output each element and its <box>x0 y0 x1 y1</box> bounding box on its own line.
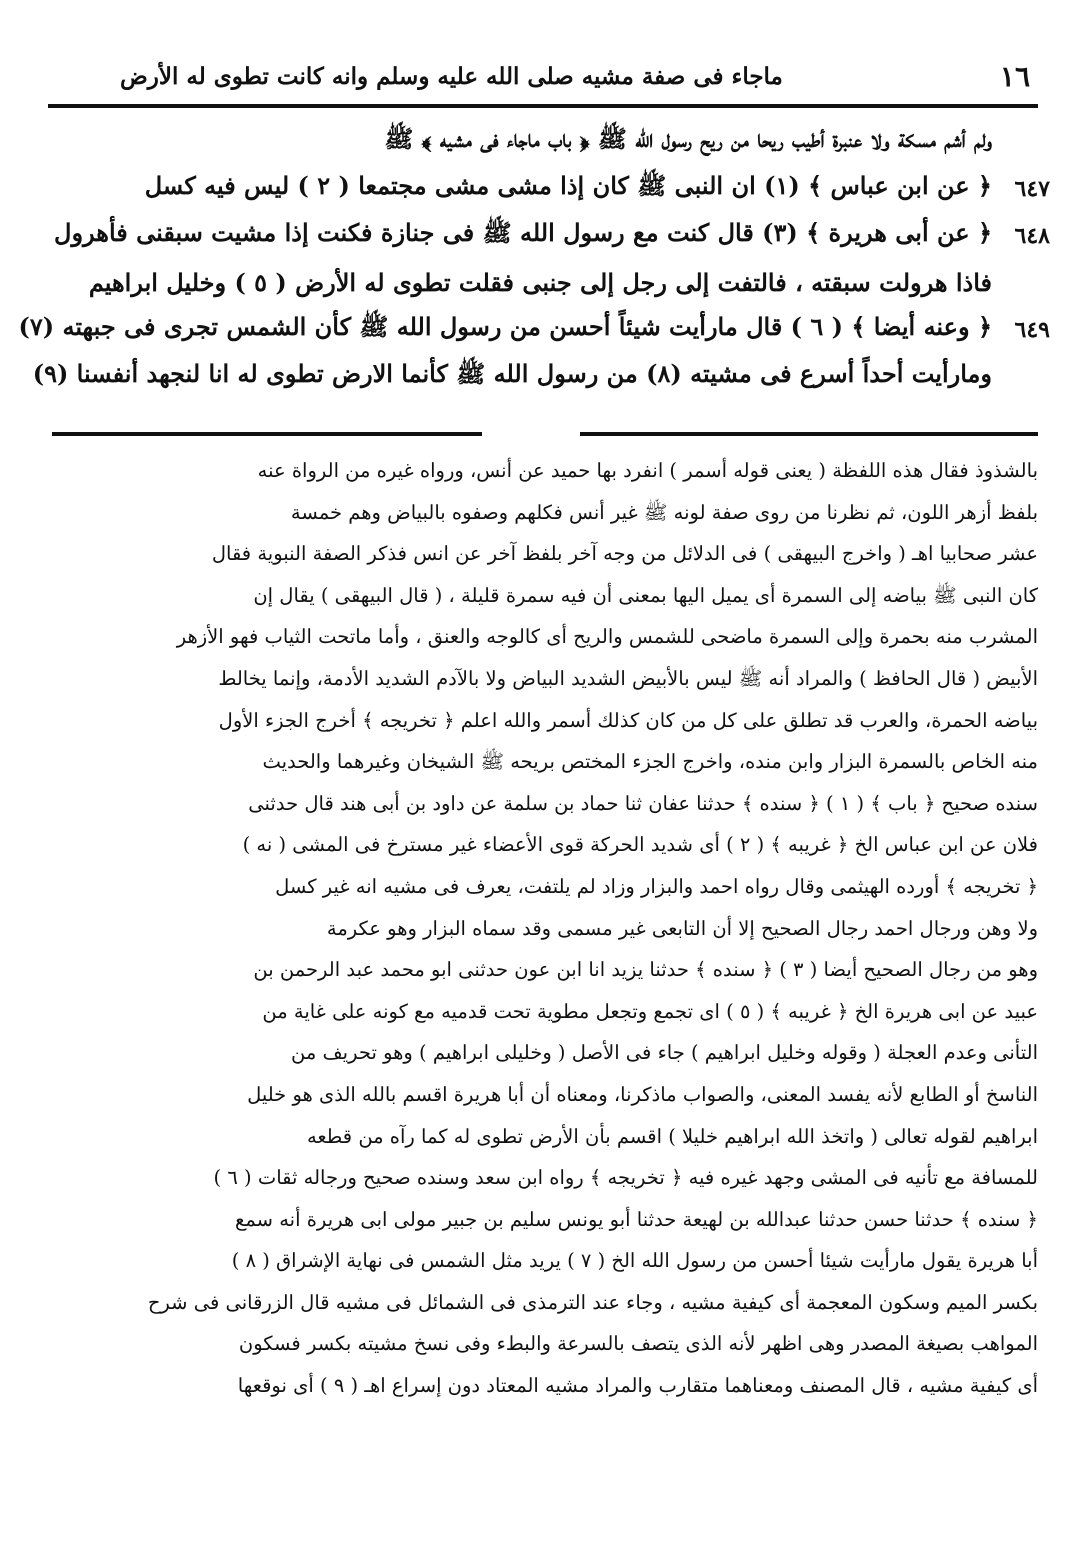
hadith-line-text: ومارأيت أحداً أسرع فى مشيته (٨) من رسول الله ﷺ كأنما الارض تطوى له انا لنجهد أنفسنا (٩) <box>32 359 992 388</box>
commentary-line: ﴿ سنده ﴾ حدثنا حسن حدثنا عبدالله بن لهيعة حدثنا أبو يونس سليم بن جبير مولى ابى هريرة أنه سمع <box>235 1207 1038 1231</box>
commentary-line: سنده صحيح ﴿ باب ﴾ ( ١ ) ﴿ سنده ﴾ حدثنا عفان ثنا حماد بن سلمة عن داود بن أبى هند قال حدثنى <box>248 791 1038 815</box>
commentary-line: فلان عن ابن عباس الخ ﴿ غريبه ﴾ ( ٢ ) أى شديد الحركة قوى الأعضاء غير مسترخ فى المشى ( نه ) <box>242 833 1038 857</box>
commentary-line: المشرب منه بحمرة وإلى السمرة ماضحى للشمس والريح أى كالوجه والعنق ، وأما ماتحت الثياب فهو الأزهر <box>176 625 1038 649</box>
separator-rule-right <box>580 432 1038 436</box>
hadith-number: ٦٤٩ <box>1014 316 1050 343</box>
commentary-line: للمسافة مع تأنيه فى المشى وجهد غيره فيه ﴿ تخريجه ﴾ رواه ابن سعد وسنده صحيح ورجاله ثقات ( ٦ ) <box>213 1166 1038 1190</box>
commentary-line: كان النبى ﷺ بياضه إلى السمرة أى يميل اليها بمعنى أن فيه سمرة قليلة ، ( قال البيهقى ) يقال إن <box>253 583 1038 607</box>
page-number: ١٦ <box>999 59 1030 93</box>
commentary-line: بلفظ أزهر اللون، ثم نظرنا من روى صفة لونه ﷺ غير أنس فكلهم وصفوه بالبياض وهم خمسة <box>290 500 1038 524</box>
commentary-line: أى كيفية مشيه ، قال المصنف ومعناهما متقارب والمراد مشيه المعتاد دون إسراع اهـ ( ٩ ) أى نوقعها <box>237 1374 1038 1398</box>
hadith-line-text: ﴿ عن أبى هريرة ﴾ (٣) قال كنت مع رسول الله ﷺ فى جنازة فكنت إذا مشيت سبقنى فأهرول <box>54 218 992 247</box>
hadith-line-text: ﴿ عن ابن عباس ﴾ (١) ان النبى ﷺ كان إذا مشى مشى مجتمعا ( ٢ ) ليس فيه كسل <box>144 171 992 200</box>
hadith-line <box>60 165 1050 212</box>
commentary-line: ابراهيم لقوله تعالى ( واتخذ الله ابراهيم خليلا ) اقسم بأن الأرض تطوى له كما رآه من قطعه <box>306 1124 1038 1148</box>
commentary-line: المواهب بصيغة المصدر وهى اظهر لأنه الذى يتصف بالسرعة والبطء وفى نسخ مشيته بكسر فسكون <box>238 1332 1038 1356</box>
header-rule <box>48 104 1038 108</box>
hadith-line <box>60 259 1050 306</box>
hadith-number: ٦٤٧ <box>1014 175 1050 202</box>
separator-rule-left <box>52 432 482 436</box>
hadith-text <box>18 118 1050 400</box>
hadith-line <box>60 118 1050 165</box>
commentary-line: بكسر الميم وسكون المعجمة أى كيفية مشيه ، وجاء عند الترمذى فى الشمائل فى مشيه قال الزرقانى فى شرح <box>147 1290 1038 1314</box>
commentary-line: التأنى وعدم العجلة ( وقوله وخليل ابراهيم ) جاء فى الأصل ( وخليلى ابراهيم ) وهو تحريف من <box>291 1041 1038 1065</box>
commentary-line: عبيد عن ابى هريرة الخ ﴿ غريبه ﴾ ( ٥ ) اى تجمع وتجعل مطوية تحت قدميه مع كونه على غاية من <box>262 999 1038 1023</box>
commentary-line: بياضه الحمرة، والعرب قد تطلق على كل من كان كذلك أسمر والله اعلم ﴿ تخريجه ﴾ أخرج الجزء الأول <box>218 708 1038 732</box>
hadith-line <box>32 353 1050 400</box>
commentary-line: الأبيض ( قال الحافظ ) والمراد أنه ﷺ ليس بالأبيض الشديد البياض ولا بالآدم الشديد الأدمة، وإنما يخالط <box>218 666 1038 690</box>
hadith-line-text: فاذا هرولت سبقته ، فالتفت إلى رجل إلى جنبى فقلت تطوى له الأرض ( ٥ ) وخليل ابراهيم <box>88 268 992 297</box>
hadith-number: ٦٤٨ <box>1014 222 1050 249</box>
commentary-line: الناسخ أو الطابع لأنه يفسد المعنى، والصواب ماذكرنا، ومعناه أن أبا هريرة اقسم بالله الذى هو خليل <box>247 1082 1038 1106</box>
commentary <box>60 450 1038 1407</box>
commentary-line: أبا هريرة يقول مارأيت شيئا أحسن من رسول الله الخ ( ٧ ) يريد مثل الشمس فى نهاية الإشراق ( ٨ ) <box>231 1249 1038 1273</box>
hadith-line <box>18 306 1050 353</box>
running-title: ماجاء فى صفة مشيه صلى الله عليه وسلم وانه كانت تطوى له الأرض <box>120 62 783 90</box>
hadith-line <box>54 212 1050 259</box>
commentary-line: منه الخاص بالسمرة البزار وابن منده، واخرج الجزء المختص بريحه ﷺ الشيخان وغيرهما والحديث <box>262 750 1038 774</box>
commentary-line: ﴿ تخريجه ﴾ أورده الهيثمى وقال رواه احمد والبزار وزاد لم يلتفت، يعرف فى مشيه انه غير كسل <box>275 874 1038 898</box>
commentary-line: ولا وهن ورجال احمد رجال الصحيح إلا أن التابعى غير مسمى وقد سماه البزار وهو عكرمة <box>326 916 1038 940</box>
page-header <box>60 50 1030 102</box>
hadith-line-text: ﴿ وعنه أيضا ﴾ ( ٦ ) قال مارأيت شيئاً أحسن من رسول الله ﷺ كأن الشمس تجرى فى جبهته (٧) <box>18 312 992 341</box>
commentary-line: عشر صحابيا اهـ ( واخرج البيهقى ) فى الدلائل من وجه آخر بلفظ آخر عن انس فذكر الصفة النبوية فقال <box>211 542 1038 566</box>
commentary-line: وهو من رجال الصحيح أيضا ( ٣ ) ﴿ سنده ﴾ حدثنا يزيد انا ابن عون حدثنى ابو محمد عبد الرحمن بن <box>253 958 1038 982</box>
hadith-line-text: ولم أشم مسكة ولا عنبرة أطيب ريحا من ريح رسول الله ﷺ ﴿ باب ماجاء فى مشيه ﴾ ﷺ <box>384 124 992 153</box>
commentary-line: بالشذوذ فقال هذه اللفظة ( يعنى قوله أسمر ) انفرد بها حميد عن أنس، ورواه غيره من الرواة عنه <box>257 459 1038 482</box>
